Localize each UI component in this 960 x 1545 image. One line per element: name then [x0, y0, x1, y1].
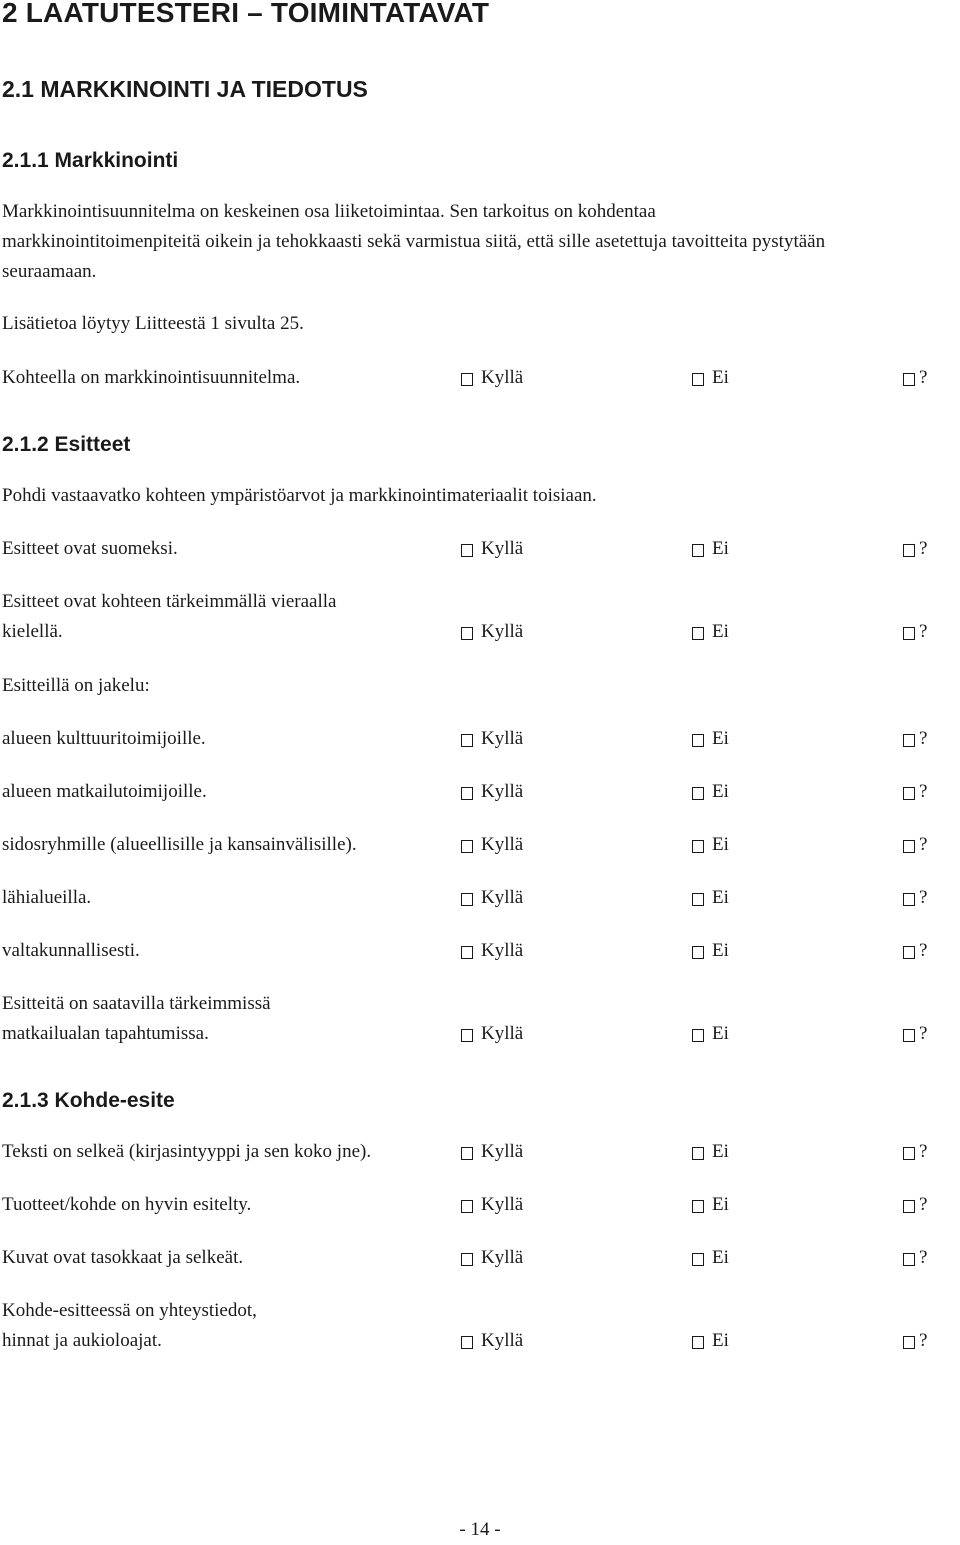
option-unknown-label: ?	[919, 1330, 928, 1351]
option-no-checkbox[interactable]	[692, 777, 729, 807]
option-unknown-label: ?	[919, 781, 928, 802]
checkbox-icon	[461, 946, 473, 959]
intro-line-1: Markkinointisuunnitelma on keskeinen osa liiketoimintaa. Sen tarkoitus on kohdentaa	[2, 201, 656, 222]
question-text-contact-line1: Kohde-esitteessä on yhteystiedot,	[2, 1300, 257, 1321]
checkbox-icon	[461, 893, 473, 906]
checkbox-icon	[692, 1336, 704, 1349]
checkbox-icon	[461, 734, 473, 747]
chapter-title: 2 LAATUTESTERI – TOIMINTATAVAT	[2, 0, 490, 28]
question-text: alueen matkailutoimijoille.	[2, 781, 207, 802]
checkbox-icon	[461, 627, 473, 640]
question-row-nearby-areas	[0, 883, 960, 913]
option-unknown-label: ?	[919, 728, 928, 749]
checkbox-icon	[903, 544, 915, 557]
brochures-intro: Pohdi vastaavatko kohteen ympäristöarvot ja markkinointimateriaalit toisiaan.	[2, 485, 597, 506]
checkbox-icon	[461, 544, 473, 557]
option-unknown-label: ?	[919, 1141, 928, 1162]
option-no-label: Ei	[712, 728, 729, 749]
question-row-culture-operators	[0, 724, 960, 754]
checkbox-icon	[903, 840, 915, 853]
checkbox-icon	[461, 1336, 473, 1349]
option-no-checkbox[interactable]	[692, 936, 729, 966]
option-unknown-label: ?	[919, 367, 928, 388]
question-row-stakeholders	[0, 830, 960, 860]
option-unknown-label: ?	[919, 940, 928, 961]
checkbox-icon	[692, 544, 704, 557]
question-text: valtakunnallisesti.	[2, 940, 140, 961]
question-row-clear-text	[0, 1137, 960, 1167]
question-text: Tuotteet/kohde on hyvin esitelty.	[2, 1194, 252, 1215]
question-text: matkailualan tapahtumissa.	[2, 1023, 209, 1044]
option-yes-label: Kyllä	[481, 781, 524, 802]
checkbox-icon	[461, 1147, 473, 1160]
checkbox-icon	[903, 627, 915, 640]
checkbox-icon	[692, 1200, 704, 1213]
distribution-label: Esitteillä on jakelu:	[2, 675, 150, 696]
option-yes-label: Kyllä	[481, 367, 524, 388]
option-unknown-checkbox[interactable]	[903, 534, 927, 564]
option-yes-label: Kyllä	[481, 834, 524, 855]
option-no-label: Ei	[712, 940, 729, 961]
option-yes-label: Kyllä	[481, 538, 524, 559]
question-text: alueen kulttuuritoimijoille.	[2, 728, 206, 749]
intro-line-2: markkinointitoimenpiteitä oikein ja tehokkaasti sekä varmistua siitä, että sille asetettuja tavoitteita pystytään	[2, 231, 826, 252]
option-unknown-label: ?	[919, 887, 928, 908]
question-row-foreign-language	[0, 617, 960, 647]
question-text: Esitteet ovat suomeksi.	[2, 538, 178, 559]
question-text-events-line1: Esitteitä on saatavilla tärkeimmissä	[2, 993, 271, 1014]
question-text: hinnat ja aukioloajat.	[2, 1330, 162, 1351]
question-text: lähialueilla.	[2, 887, 92, 908]
option-unknown-label: ?	[919, 621, 928, 642]
question-text: Kuvat ovat tasokkaat ja selkeät.	[2, 1247, 244, 1268]
option-no-checkbox[interactable]	[692, 1326, 729, 1356]
option-yes-label: Kyllä	[481, 1330, 524, 1351]
option-no-label: Ei	[712, 1330, 729, 1351]
option-no-checkbox[interactable]	[692, 1243, 729, 1273]
checkbox-icon	[903, 1200, 915, 1213]
option-unknown-checkbox[interactable]	[903, 1190, 927, 1220]
option-unknown-checkbox[interactable]	[903, 883, 927, 913]
checkbox-icon	[903, 1336, 915, 1349]
option-unknown-checkbox[interactable]	[903, 724, 927, 754]
option-no-label: Ei	[712, 621, 729, 642]
option-unknown-checkbox[interactable]	[903, 1326, 927, 1356]
checkbox-icon	[903, 1147, 915, 1160]
subsection-title-brochures: 2.1.2 Esitteet	[2, 433, 131, 456]
checkbox-icon	[903, 373, 915, 386]
option-no-label: Ei	[712, 834, 729, 855]
option-yes-label: Kyllä	[481, 940, 524, 961]
option-yes-label: Kyllä	[481, 728, 524, 749]
option-no-label: Ei	[712, 1194, 729, 1215]
option-unknown-checkbox[interactable]	[903, 363, 927, 393]
question-text: sidosryhmille (alueellisille ja kansainvälisille).	[2, 834, 357, 855]
option-yes-checkbox[interactable]	[461, 883, 523, 913]
option-yes-checkbox[interactable]	[461, 936, 523, 966]
question-row-contact-info	[0, 1326, 960, 1356]
question-row-nationwide	[0, 936, 960, 966]
option-yes-checkbox[interactable]	[461, 724, 523, 754]
option-no-label: Ei	[712, 887, 729, 908]
option-yes-label: Kyllä	[481, 1141, 524, 1162]
option-yes-label: Kyllä	[481, 887, 524, 908]
option-yes-label: Kyllä	[481, 1194, 524, 1215]
checkbox-icon	[692, 627, 704, 640]
option-no-label: Ei	[712, 1141, 729, 1162]
option-yes-checkbox[interactable]	[461, 363, 523, 393]
checkbox-icon	[903, 893, 915, 906]
option-no-checkbox[interactable]	[692, 534, 729, 564]
subsection-title-marketing: 2.1.1 Markkinointi	[2, 149, 179, 172]
checkbox-icon	[903, 946, 915, 959]
checkbox-icon	[692, 373, 704, 386]
option-yes-checkbox[interactable]	[461, 1326, 523, 1356]
question-row-images-quality	[0, 1243, 960, 1273]
question-text: Teksti on selkeä (kirjasintyyppi ja sen koko jne).	[2, 1141, 372, 1162]
checkbox-icon	[461, 373, 473, 386]
checkbox-icon	[903, 1029, 915, 1042]
option-no-label: Ei	[712, 1247, 729, 1268]
option-no-checkbox[interactable]	[692, 363, 729, 393]
checkbox-icon	[903, 1253, 915, 1266]
checkbox-icon	[692, 946, 704, 959]
question-row-tourism-operators	[0, 777, 960, 807]
checkbox-icon	[692, 1029, 704, 1042]
option-no-checkbox[interactable]	[692, 617, 729, 647]
option-yes-checkbox[interactable]	[461, 1243, 523, 1273]
checkbox-icon	[692, 787, 704, 800]
intro-line-3: seuraamaan.	[2, 261, 97, 282]
option-yes-checkbox[interactable]	[461, 1137, 523, 1167]
option-unknown-checkbox[interactable]	[903, 777, 927, 807]
page-number: - 14 -	[459, 1519, 501, 1540]
question-row-products-presented	[0, 1190, 960, 1220]
option-unknown-checkbox[interactable]	[903, 936, 927, 966]
checkbox-icon	[461, 1253, 473, 1266]
option-yes-checkbox[interactable]	[461, 617, 523, 647]
info-text: Lisätietoa löytyy Liitteestä 1 sivulta 25.	[2, 313, 304, 334]
option-no-label: Ei	[712, 538, 729, 559]
option-no-checkbox[interactable]	[692, 830, 729, 860]
option-unknown-checkbox[interactable]	[903, 1019, 927, 1049]
option-unknown-checkbox[interactable]	[903, 1243, 927, 1273]
question-row-marketing-plan	[0, 363, 960, 393]
option-no-label: Ei	[712, 1023, 729, 1044]
option-unknown-checkbox[interactable]	[903, 617, 927, 647]
option-no-label: Ei	[712, 781, 729, 802]
question-text: kielellä.	[2, 621, 63, 642]
option-no-checkbox[interactable]	[692, 1019, 729, 1049]
option-yes-label: Kyllä	[481, 1247, 524, 1268]
subsection-title-brochure: 2.1.3 Kohde-esite	[2, 1089, 175, 1112]
option-unknown-checkbox[interactable]	[903, 830, 927, 860]
checkbox-icon	[692, 1253, 704, 1266]
option-no-label: Ei	[712, 367, 729, 388]
checkbox-icon	[461, 1029, 473, 1042]
option-unknown-label: ?	[919, 1247, 928, 1268]
checkbox-icon	[692, 893, 704, 906]
checkbox-icon	[692, 734, 704, 747]
checkbox-icon	[903, 734, 915, 747]
option-yes-checkbox[interactable]	[461, 534, 523, 564]
option-no-checkbox[interactable]	[692, 1137, 729, 1167]
option-yes-checkbox[interactable]	[461, 1190, 523, 1220]
option-no-checkbox[interactable]	[692, 883, 729, 913]
section-title: 2.1 MARKKINOINTI JA TIEDOTUS	[2, 76, 368, 102]
option-unknown-checkbox[interactable]	[903, 1137, 927, 1167]
question-row-finnish	[0, 534, 960, 564]
checkbox-icon	[692, 1147, 704, 1160]
question-text-foreign-line1: Esitteet ovat kohteen tärkeimmällä vieraalla	[2, 591, 337, 612]
option-yes-checkbox[interactable]	[461, 1019, 523, 1049]
checkbox-icon	[461, 840, 473, 853]
question-text: Kohteella on markkinointisuunnitelma.	[2, 367, 301, 388]
option-unknown-label: ?	[919, 1023, 928, 1044]
option-unknown-label: ?	[919, 538, 928, 559]
option-yes-label: Kyllä	[481, 621, 524, 642]
option-unknown-label: ?	[919, 834, 928, 855]
checkbox-icon	[903, 787, 915, 800]
checkbox-icon	[692, 840, 704, 853]
option-unknown-label: ?	[919, 1194, 928, 1215]
question-row-tourism-events	[0, 1019, 960, 1049]
option-no-checkbox[interactable]	[692, 724, 729, 754]
option-no-checkbox[interactable]	[692, 1190, 729, 1220]
checkbox-icon	[461, 1200, 473, 1213]
option-yes-checkbox[interactable]	[461, 777, 523, 807]
checkbox-icon	[461, 787, 473, 800]
option-yes-label: Kyllä	[481, 1023, 524, 1044]
option-yes-checkbox[interactable]	[461, 830, 523, 860]
